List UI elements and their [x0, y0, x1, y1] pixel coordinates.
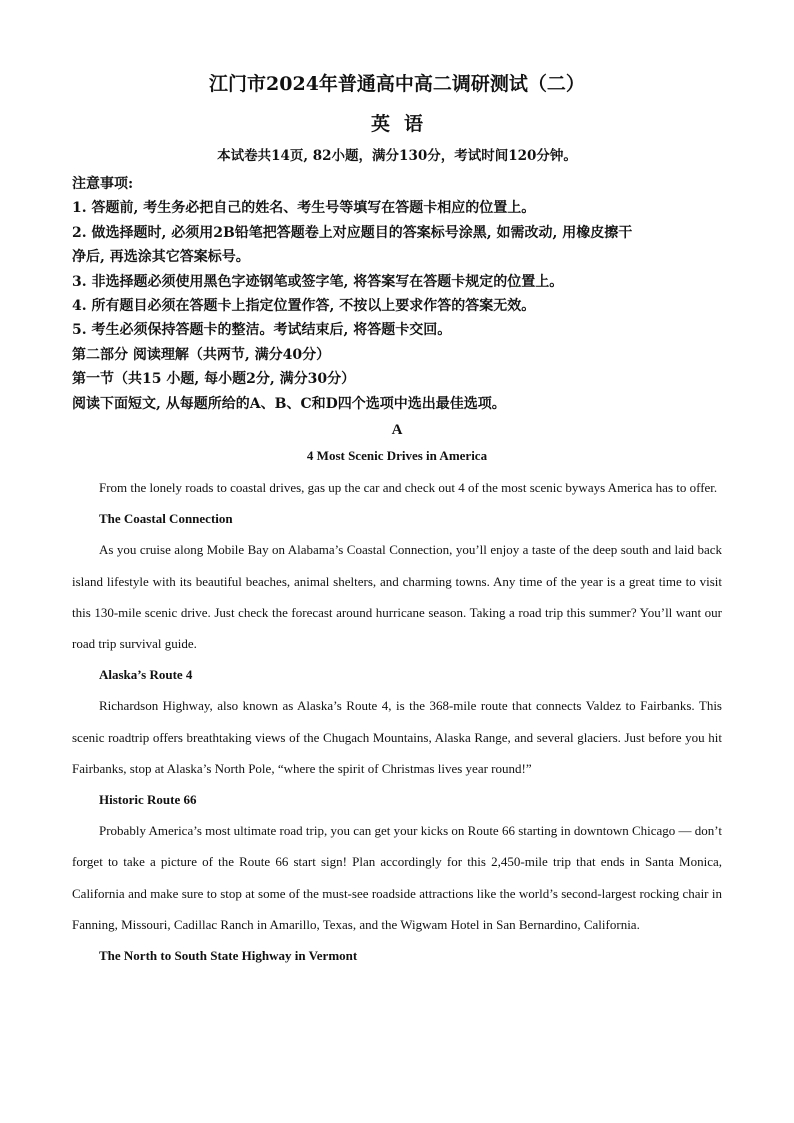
section-text-alaska: Richardson Highway, also known as Alaska’s Route 4, is the 368-mile route that connects Valdez to Fairbanks. This scenic roadtrip offers breathtaking views of the Chugach Mountains, Alaska Range, and several glaciers. Just before you hit Fairbanks, stop at Alaska’s North Pole, “where the spirit of Christmas lives year round!”: [72, 698, 722, 776]
passage-letter: A: [391, 422, 403, 438]
note-item: 2. 做选择题时, 必须用2B铅笔把答题卷上对应题目的答案标号涂黑, 如需改动, 用橡皮擦干: [72, 224, 633, 241]
subject-text: 英语: [370, 113, 437, 135]
note-item: 5. 考生必须保持答题卡的整洁。考试结束后, 将答题卡交回。: [72, 322, 452, 339]
notes-block: [72, 172, 722, 416]
section-heading-route66: Historic Route 66: [99, 792, 197, 808]
note-item: 3. 非选择题必须使用黑色字迹钢笔或签字笔, 将答案写在答题卡规定的位置上。: [72, 273, 564, 290]
section-heading-vermont: The North to South State Highway in Vermont: [99, 948, 358, 964]
reading-instruction: 阅读下面短文, 从每题所给的A、B、C和D四个选项中选出最佳选项。: [72, 395, 506, 412]
article-body: [72, 472, 722, 971]
subject-title: [0, 112, 794, 136]
article-title: 4 Most Scenic Drives in America: [306, 448, 488, 463]
section-text-coastal: As you cruise along Mobile Bay on Alabama’s Coastal Connection, you’ll enjoy a taste of the deep south and laid back island lifestyle with its beautiful beaches, animal shelters, and charming towns. Any time of the year is a great time to visit this 130-mile scenic drive. Just check the forecast around hurricane season. Taking a road trip this summer? You’ll want our road trip survival guide.: [72, 542, 722, 652]
exam-info: 本试卷共14页, 82小题，满分130分，考试时间120分钟。: [217, 148, 577, 164]
note-item: 1. 答题前, 考生务必把自己的姓名、考生号等填写在答题卡相应的位置上。: [72, 200, 536, 217]
section-heading-coastal: The Coastal Connection: [99, 511, 233, 527]
intro-paragraph: From the lonely roads to coastal drives, gas up the car and check out 4 of the most scenic byways America has to offer.: [99, 480, 718, 495]
part-heading: 第二部分 阅读理解（共两节, 满分40分）: [72, 346, 331, 363]
note-item: 4. 所有题目必须在答题卡上指定位置作答, 不按以上要求作答的答案无效。: [72, 298, 536, 315]
note-item: 净后, 再选涂其它答案标号。: [72, 249, 250, 266]
section-heading: 第一节（共15 小题, 每小题2分, 满分30分）: [72, 371, 356, 388]
section-heading-alaska: Alaska’s Route 4: [99, 667, 193, 683]
notes-heading: 注意事项:: [72, 176, 134, 192]
section-text-route66: Probably America’s most ultimate road trip, you can get your kicks on Route 66 starting in downtown Chicago — don’t forget to take a picture of the Route 66 start sign! Plan accordingly for this 2,450-mile trip that ends in Santa Monica, California and make sure to stop at some of the must-see roadside attractions like the world’s second-largest rocking chair in Fanning, Missouri, Cadillac Ranch in Amarillo, Texas, and the Wigwam Hotel in San Bernardino, California.: [72, 823, 722, 932]
exam-title: 江门市2024年普通高中高二调研测试（二）: [209, 73, 585, 95]
